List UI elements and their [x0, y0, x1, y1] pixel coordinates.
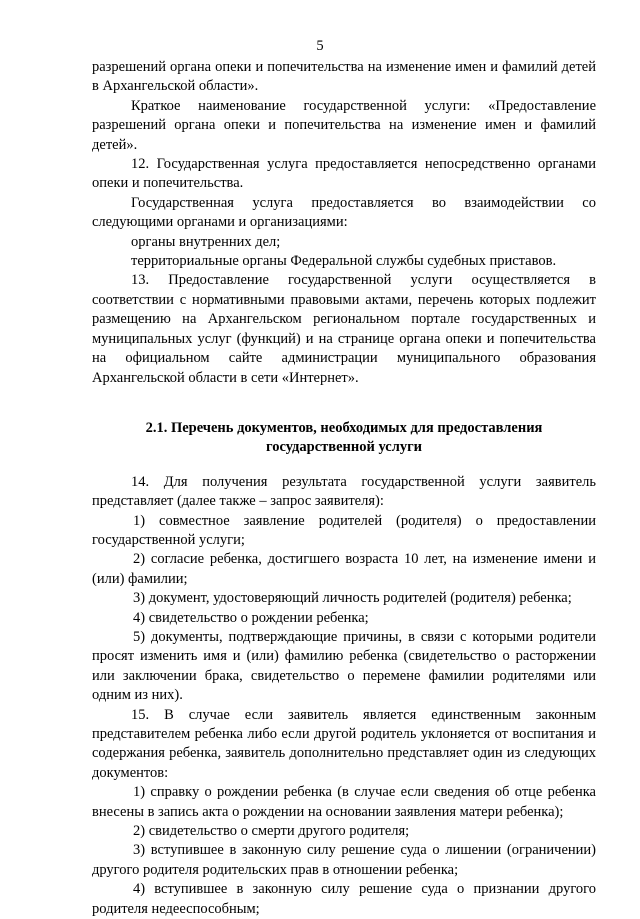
page-content — [92, 58, 596, 919]
paragraph: территориальные органы Федеральной службы судебных приставов. — [131, 253, 557, 270]
page-number: 5 — [316, 38, 324, 54]
paragraph: разрешений органа опеки и попечительства на изменение имен и фамилий детей в Архангельской области». — [92, 59, 596, 95]
list-item: 1) справку о рождении ребенка (в случае если сведения об отце ребенка внесены в запись акта о рождении на основании заявления матери ребенка); — [92, 784, 596, 820]
paragraph: 12. Государственная услуга предоставляется непосредственно органами опеки и попечительства. — [92, 156, 596, 192]
section-heading-line: 2.1. Перечень документов, необходимых для предоставления — [145, 419, 543, 436]
list-item: 2) свидетельство о смерти другого родителя; — [133, 823, 410, 840]
paragraph: Краткое наименование государственной услуги: «Предоставление разрешений органа опеки и попечительства на изменение имен и фамилий детей». — [92, 97, 596, 153]
list-item: 4) свидетельство о рождении ребенка; — [133, 609, 369, 626]
list-item: 1) совместное заявление родителей (родителя) о предоставлении государственной услуги; — [92, 512, 596, 548]
paragraph: 13. Предоставление государственной услуги осуществляется в соответствии с нормативными правовыми актами, перечень которых подлежит размещению на Архангельском региональном портале государственных и муниципальных услуг (функций) и на странице органа опеки и попечительства на официальном сайте администрации муниципального образования Архангельской области в сети «Интернет». — [92, 272, 596, 386]
section-heading-line: государственной услуги — [265, 439, 423, 456]
list-item: 2) согласие ребенка, достигшего возраста 10 лет, на изменение имени и (или) фамилии; — [92, 551, 596, 587]
paragraph: Государственная услуга предоставляется во взаимодействии со следующими органами и организациями: — [92, 194, 596, 231]
paragraph: 15. В случае если заявитель является единственным законным представителем ребенка либо если другой родитель уклоняется от воспитания и содержания ребенка, заявитель дополнительно представляет один из следующих документов: — [92, 706, 596, 781]
list-item: 4) вступившее в законную силу решение суда о признании другого родителя недееспособным; — [92, 881, 596, 917]
list-item: 3) вступившее в законную силу решение суда о лишении (ограничении) другого родителя родительских прав в отношении ребенка; — [92, 842, 596, 878]
section-heading — [92, 419, 596, 458]
list-item: 3) документ, удостоверяющий личность родителей (родителя) ребенка; — [133, 590, 572, 607]
paragraph: 14. Для получения результата государственной услуги заявитель представляет (далее также – запрос заявителя): — [92, 473, 596, 510]
paragraph: органы внутренних дел; — [131, 233, 281, 250]
list-item: 5) документы, подтверждающие причины, в связи с которыми родители просят изменить имя и (или) фамилию ребенка (свидетельство о расторжении или заключении брака, свидетельство о перемене фамилии родителями или одним из них). — [92, 628, 596, 704]
